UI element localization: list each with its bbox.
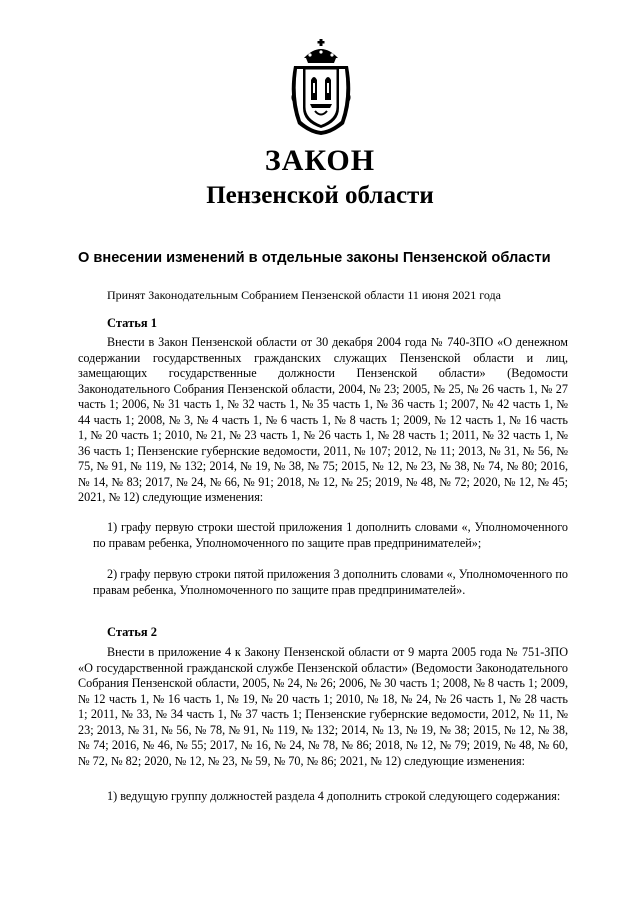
article-1-body — [78, 335, 568, 506]
article-2-text: Внести в приложение 4 к Закону Пензенской области от 9 марта 2005 года № 751-ЗПО «О государственной гражданской службе Пензенской области» (Ведомости Законодательного Собрания Пензенской области, 2005, № 24, № 26; 2006, № 30 часть 1; 2008, № 8 часть 1; 2009, № 12 часть 1, № 16 часть 1, № 19, № 20 часть 1; 2010, № 18, № 24, № 26 часть 1, № 28 часть 1; 2011, № 33, № 34 часть 1, № 37 часть 1; Пензенские губернские ведомости, 2012, № 11, № 23; 2013, № 31, № 56, № 78, № 91, № 119, № 132; 2014, № 13, № 19, № 38; 2015, № 12, № 38, № 74; 2016, № 46, № 55; 2017, № 16, № 24, № 78, № 86; 2018, № 12, № 79; 2019, № 48, № 60, № 72, № 82; 2020, № 12, № 23, № 59, № 70, № 86; 2021, № 12) следующие изменения: — [78, 645, 568, 768]
article-1-item-2-text: 2) графу первую строки пятой приложения 3 дополнить словами «, Уполномоченного по правам ребенка, Уполномоченного по защите прав предпринимателей». — [93, 567, 568, 597]
article-1-heading: Статья 1 — [107, 316, 157, 330]
law-subject: О внесении изменений в отдельные законы Пензенской области — [78, 250, 551, 266]
adoption-line: Принят Законодательным Собранием Пензенской области 11 июня 2021 года — [107, 288, 501, 302]
article-2-item-1 — [78, 789, 568, 805]
article-1-text: Внести в Закон Пензенской области от 30 декабря 2004 года № 740-ЗПО «О денежном содержании государственных гражданских служащих Пензенской области и лиц, замещающих государственные должности Пензенской области» (Ведомости Законодательного Собрания Пензенской области, 2004, № 23; 2005, № 25, № 26 часть 1, № 27 часть 1; 2006, № 31 часть 1, № 32 часть 1, № 35 часть 1, № 36 часть 1; 2007, № 42 часть 1, № 44 часть 1; 2008, № 3, № 4 часть 1, № 6 часть 1, № 8 часть 1; 2009, № 12 часть 1, № 16 часть 1, № 20 часть 1; 2010, № 21, № 23 часть 1, № 26 часть 1, № 28 часть 1; 2011, № 32 часть 1, № 36 часть 1; Пензенские губернские ведомости, 2011, № 107; 2012, № 11; 2013, № 31, № 56, № 75, № 91, № 119, № 132; 2014, № 19, № 38, № 75; 2015, № 12, № 23, № 38, № 74, № 80; 2016, № 14, № 83; 2017, № 24, № 66, № 91; 2018, № 12, № 25; 2019, № 48, № 72; 2020, № 12, № 45; 2021, № 12) следующие изменения: — [78, 335, 568, 504]
article-2-body — [78, 645, 568, 769]
article-1-item-1 — [78, 520, 568, 551]
article-2-item-1-text: 1) ведущую группу должностей раздела 4 дополнить строкой следующего содержания: — [107, 789, 561, 803]
article-1-item-2 — [78, 567, 568, 598]
coat-of-arms-icon — [286, 38, 356, 136]
article-1-item-1-text: 1) графу первую строки шестой приложения 1 дополнить словами «, Уполномоченного по правам ребенка, Уполномоченного по защите прав предпринимателей»; — [93, 520, 568, 550]
document-region: Пензенской области — [206, 182, 434, 209]
document-title: ЗАКОН — [264, 144, 376, 177]
article-2-heading: Статья 2 — [107, 625, 157, 639]
